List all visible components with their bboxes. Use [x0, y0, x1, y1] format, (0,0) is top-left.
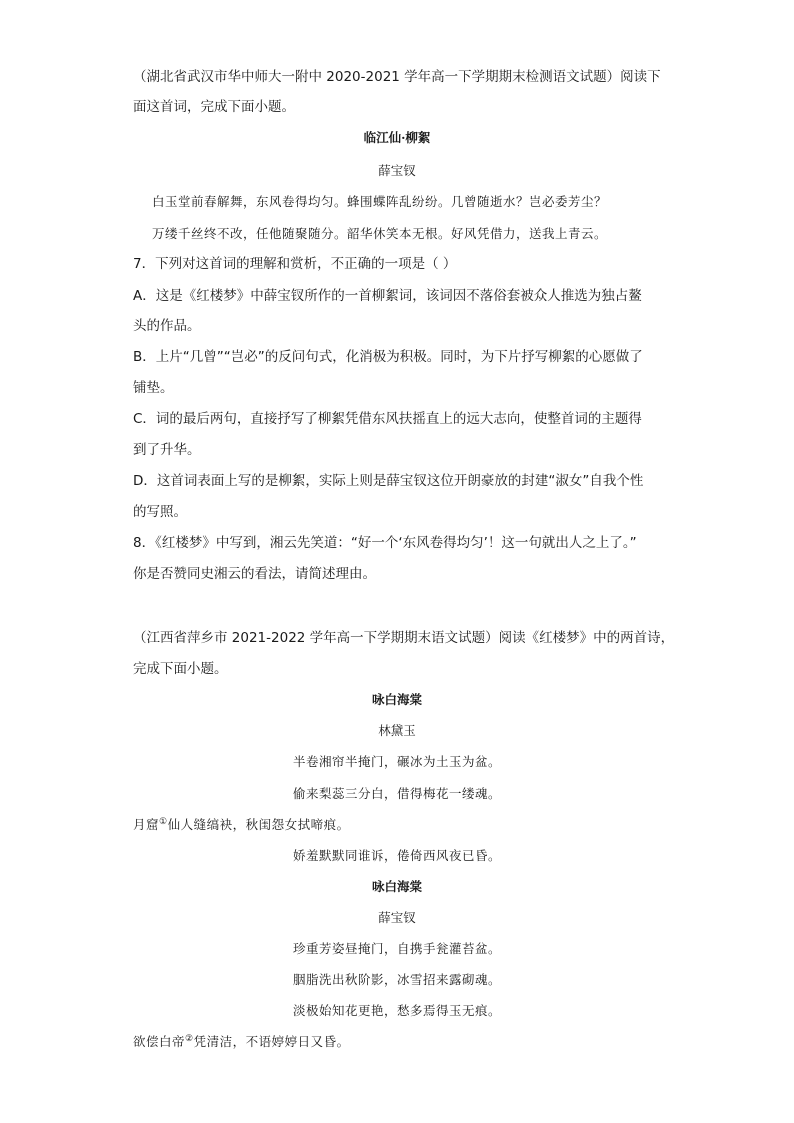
poem2-author: 薛宝钗 [378, 910, 416, 925]
poem-line-2: 万缕千丝终不改，任他随聚随分。韶华休笑本无根。好风凭借力，送我上青云。 [152, 226, 608, 241]
poem1-line-3-pre: 月窟 [133, 817, 160, 832]
footnote-marker-1: ① [159, 816, 168, 827]
poem1-line-1: 半卷湘帘半掩门，碾冰为土玉为盆。 [292, 754, 501, 769]
poem1-line-4: 娇羞默默同谁诉，倦倚西风夜已昏。 [292, 848, 501, 863]
poem-author: 薛宝钗 [378, 163, 416, 178]
poem1-line-2: 偷来梨蕊三分白，借得梅花一缕魂。 [292, 786, 501, 801]
section2-intro-line1: （江西省萍乡市 2021-2022 学年高一下学期期末语文试题）阅读《红楼梦》中的两首诗， [133, 630, 675, 646]
poem2-line-4 [133, 1032, 350, 1052]
section2-intro-line2: 完成下面小题。 [133, 661, 228, 677]
poem2-line-1: 珍重芳姿昼掩门，自携手瓮灌苔盆。 [292, 941, 501, 956]
poem2-line-4-post: 凭清洁，不语婷婷日又昏。 [193, 1034, 350, 1049]
question-7-option-c-line1: C．词的最后两句，直接抒写了柳絮凭借东风扶摇直上的远大志向，使整首词的主题得 [133, 411, 642, 427]
question-7-option-a-line2: 头的作品。 [133, 318, 201, 334]
poem2-line-2: 胭脂洗出秋阶影，冰雪招来露砌魂。 [292, 972, 501, 987]
question-8-line1: 8．《红楼梦》中写到，湘云先笑道：“好一个‘东风卷得均匀’！这一句就出人之上了。” [133, 535, 637, 551]
poem1-title: 咏白海棠 [371, 692, 422, 707]
question-7-option-b-line1: B．上片“几曾”“岂必”的反问句式，化消极为积极。同时，为下片抒写柳絮的心愿做了 [133, 349, 643, 365]
question-7-option-b-line2: 铺垫。 [133, 380, 174, 396]
section1-intro-line1: （湖北省武汉市华中师大一附中 2020-2021 学年高一下学期期末检测语文试题）阅读下 [133, 69, 661, 85]
question-7-option-a-line1: A．这是《红楼梦》中薛宝钗所作的一首柳絮词，该词因不落俗套被众人推选为独占鳌 [133, 288, 642, 304]
question-7-option-d-line1: D．这首词表面上写的是柳絮，实际上则是薛宝钗这位开朗豪放的封建“淑女”自我个性 [133, 473, 644, 489]
poem-line-1: 白玉堂前春解舞，东风卷得均匀。蜂围蝶阵乱纷纷。几曾随逝水？岂必委芳尘？ [152, 194, 608, 209]
footnote-marker-2: ② [185, 1033, 194, 1044]
question-8-line2: 你是否赞同史湘云的看法，请简述理由。 [133, 566, 376, 582]
poem2-line-3: 淡极始知花更艳，愁多焉得玉无痕。 [292, 1003, 501, 1018]
poem1-author: 林黛玉 [378, 723, 416, 738]
question-7-option-c-line2: 到了升华。 [133, 442, 201, 458]
question-7-option-d-line2: 的写照。 [133, 504, 187, 520]
poem-title: 临江仙·柳絮 [363, 130, 431, 145]
poem2-title: 咏白海棠 [371, 879, 422, 894]
section1-intro-line2: 面这首词，完成下面小题。 [133, 99, 295, 115]
question-7-stem: 7．下列对这首词的理解和赏析，不正确的一项是（ ） [133, 256, 457, 272]
poem1-line-3-post: 仙人缝缟袂，秋闺怨女拭啼痕。 [167, 817, 350, 832]
poem2-line-4-pre: 欲偿白帝 [133, 1034, 186, 1049]
poem1-line-3 [133, 815, 350, 835]
